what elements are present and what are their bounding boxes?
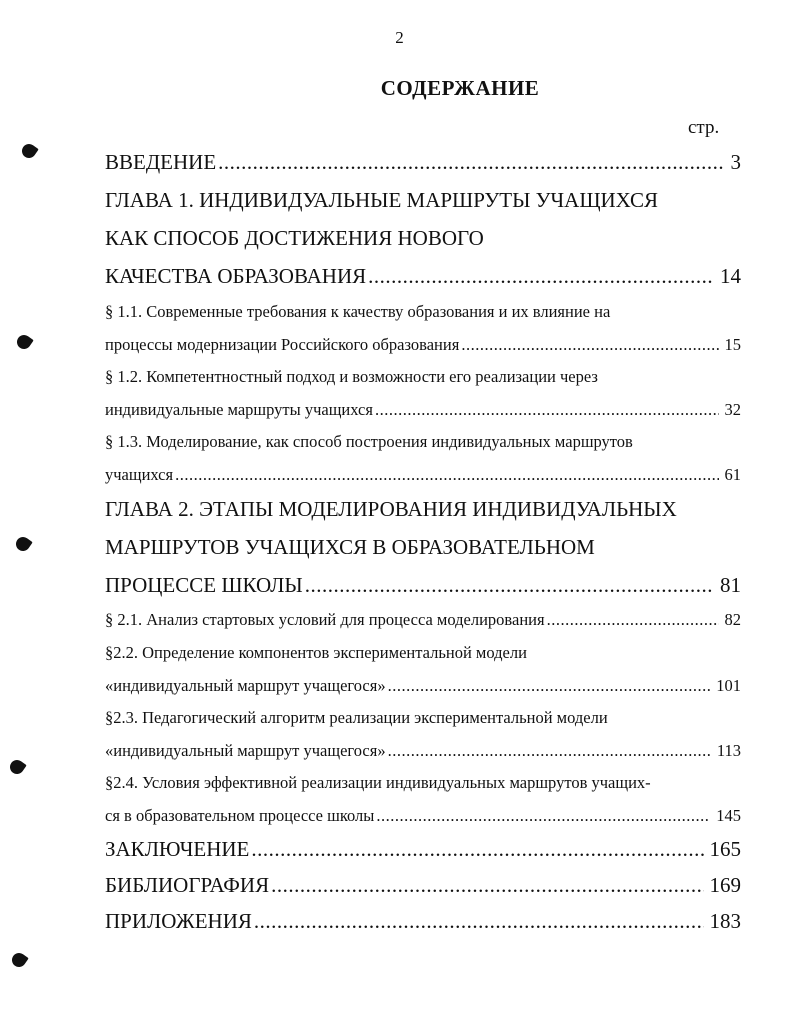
- toc-section-1-3: [105, 465, 741, 485]
- toc-entry-title: ся в образовательном процессе школы: [105, 806, 375, 825]
- toc-section-2-2: [105, 676, 741, 696]
- binding-hole-mark: [13, 534, 32, 553]
- toc-chapter-2: [105, 573, 741, 598]
- page-column-label: стр.: [688, 117, 720, 138]
- toc-entry-page: 113: [716, 741, 741, 760]
- toc-section-1-1: [105, 335, 741, 355]
- toc-chapter-1-line-1: ГЛАВА 1. ИНДИВИДУАЛЬНЫЕ МАРШРУТЫ УЧАЩИХСЯ: [105, 188, 659, 212]
- toc-entry-page: 32: [724, 400, 741, 419]
- toc-section-1-2-line-1: § 1.2. Компетентностный подход и возможности его реализации через: [105, 367, 598, 386]
- toc-section-2-3-line-1: §2.3. Педагогический алгоритм реализации экспериментальной модели: [105, 708, 608, 727]
- toc-chapter-1: [105, 264, 741, 289]
- toc-entry-title: ВВЕДЕНИЕ: [105, 150, 217, 174]
- toc-entry-title: КАЧЕСТВА ОБРАЗОВАНИЯ: [105, 264, 367, 288]
- toc-section-2-3: [105, 741, 741, 761]
- toc-entry-title: «индивидуальный маршрут учащегося»: [105, 741, 386, 760]
- toc-chapter-2-line-2: МАРШРУТОВ УЧАЩИХСЯ В ОБРАЗОВАТЕЛЬНОМ: [105, 535, 595, 559]
- toc-entry-bibliography: [105, 873, 741, 898]
- toc-section-1-3-line-1: § 1.3. Моделирование, как способ построения индивидуальных маршрутов: [105, 432, 633, 451]
- toc-chapter-2-line-1: ГЛАВА 2. ЭТАПЫ МОДЕЛИРОВАНИЯ ИНДИВИДУАЛЬНЫХ: [105, 497, 677, 521]
- page-title: СОДЕРЖАНИЕ: [380, 76, 540, 100]
- binding-hole-mark: [7, 757, 26, 776]
- toc-entry-page: 183: [709, 909, 741, 933]
- toc-entry-conclusion: [105, 837, 741, 862]
- toc-entry-page: 145: [716, 806, 741, 825]
- toc-entry-title: ПРИЛОЖЕНИЯ: [105, 909, 252, 933]
- toc-entry-title: БИБЛИОГРАФИЯ: [105, 873, 270, 897]
- toc-chapter-1-line-2: КАК СПОСОБ ДОСТИЖЕНИЯ НОВОГО: [105, 226, 484, 250]
- binding-hole-mark: [9, 950, 28, 969]
- toc-entry-intro: [105, 150, 741, 175]
- toc-section-1-2: [105, 400, 741, 420]
- binding-hole-mark: [19, 141, 38, 160]
- toc-section-1-1-line-1: § 1.1. Современные требования к качеству образования и их влияние на: [105, 302, 611, 321]
- toc-entry-title: индивидуальные маршруты учащихся: [105, 400, 373, 419]
- toc-entry-title: ЗАКЛЮЧЕНИЕ: [105, 837, 250, 861]
- page-number: 2: [395, 28, 404, 47]
- toc-entry-page: 165: [709, 837, 741, 861]
- toc-entry-page: 3: [730, 150, 741, 174]
- toc-section-2-2-line-1: §2.2. Определение компонентов экспериментальной модели: [105, 643, 527, 662]
- toc-entry-appendix: [105, 909, 741, 934]
- toc-entry-page: 82: [724, 610, 741, 629]
- toc-section-2-4: [105, 806, 741, 826]
- toc-entry-title: ПРОЦЕССЕ ШКОЛЫ: [105, 573, 303, 597]
- toc-entry-title: § 2.1. Анализ стартовых условий для процесса моделирования: [105, 610, 545, 629]
- toc-entry-page: 61: [724, 465, 741, 484]
- toc-entry-title: процессы модернизации Российского образования: [105, 335, 460, 354]
- toc-entry-page: 169: [709, 873, 741, 897]
- toc-section-2-1: [105, 610, 741, 630]
- toc-entry-page: 15: [724, 335, 741, 354]
- toc-section-2-4-line-1: §2.4. Условия эффективной реализации индивидуальных маршрутов учащих-: [105, 773, 651, 792]
- binding-hole-mark: [14, 332, 33, 351]
- toc-entry-page: 101: [716, 676, 741, 695]
- toc-entry-title: «индивидуальный маршрут учащегося»: [105, 676, 386, 695]
- toc-entry-title: учащихся: [105, 465, 174, 484]
- toc-entry-page: 81: [720, 573, 741, 597]
- toc-entry-page: 14: [720, 264, 741, 288]
